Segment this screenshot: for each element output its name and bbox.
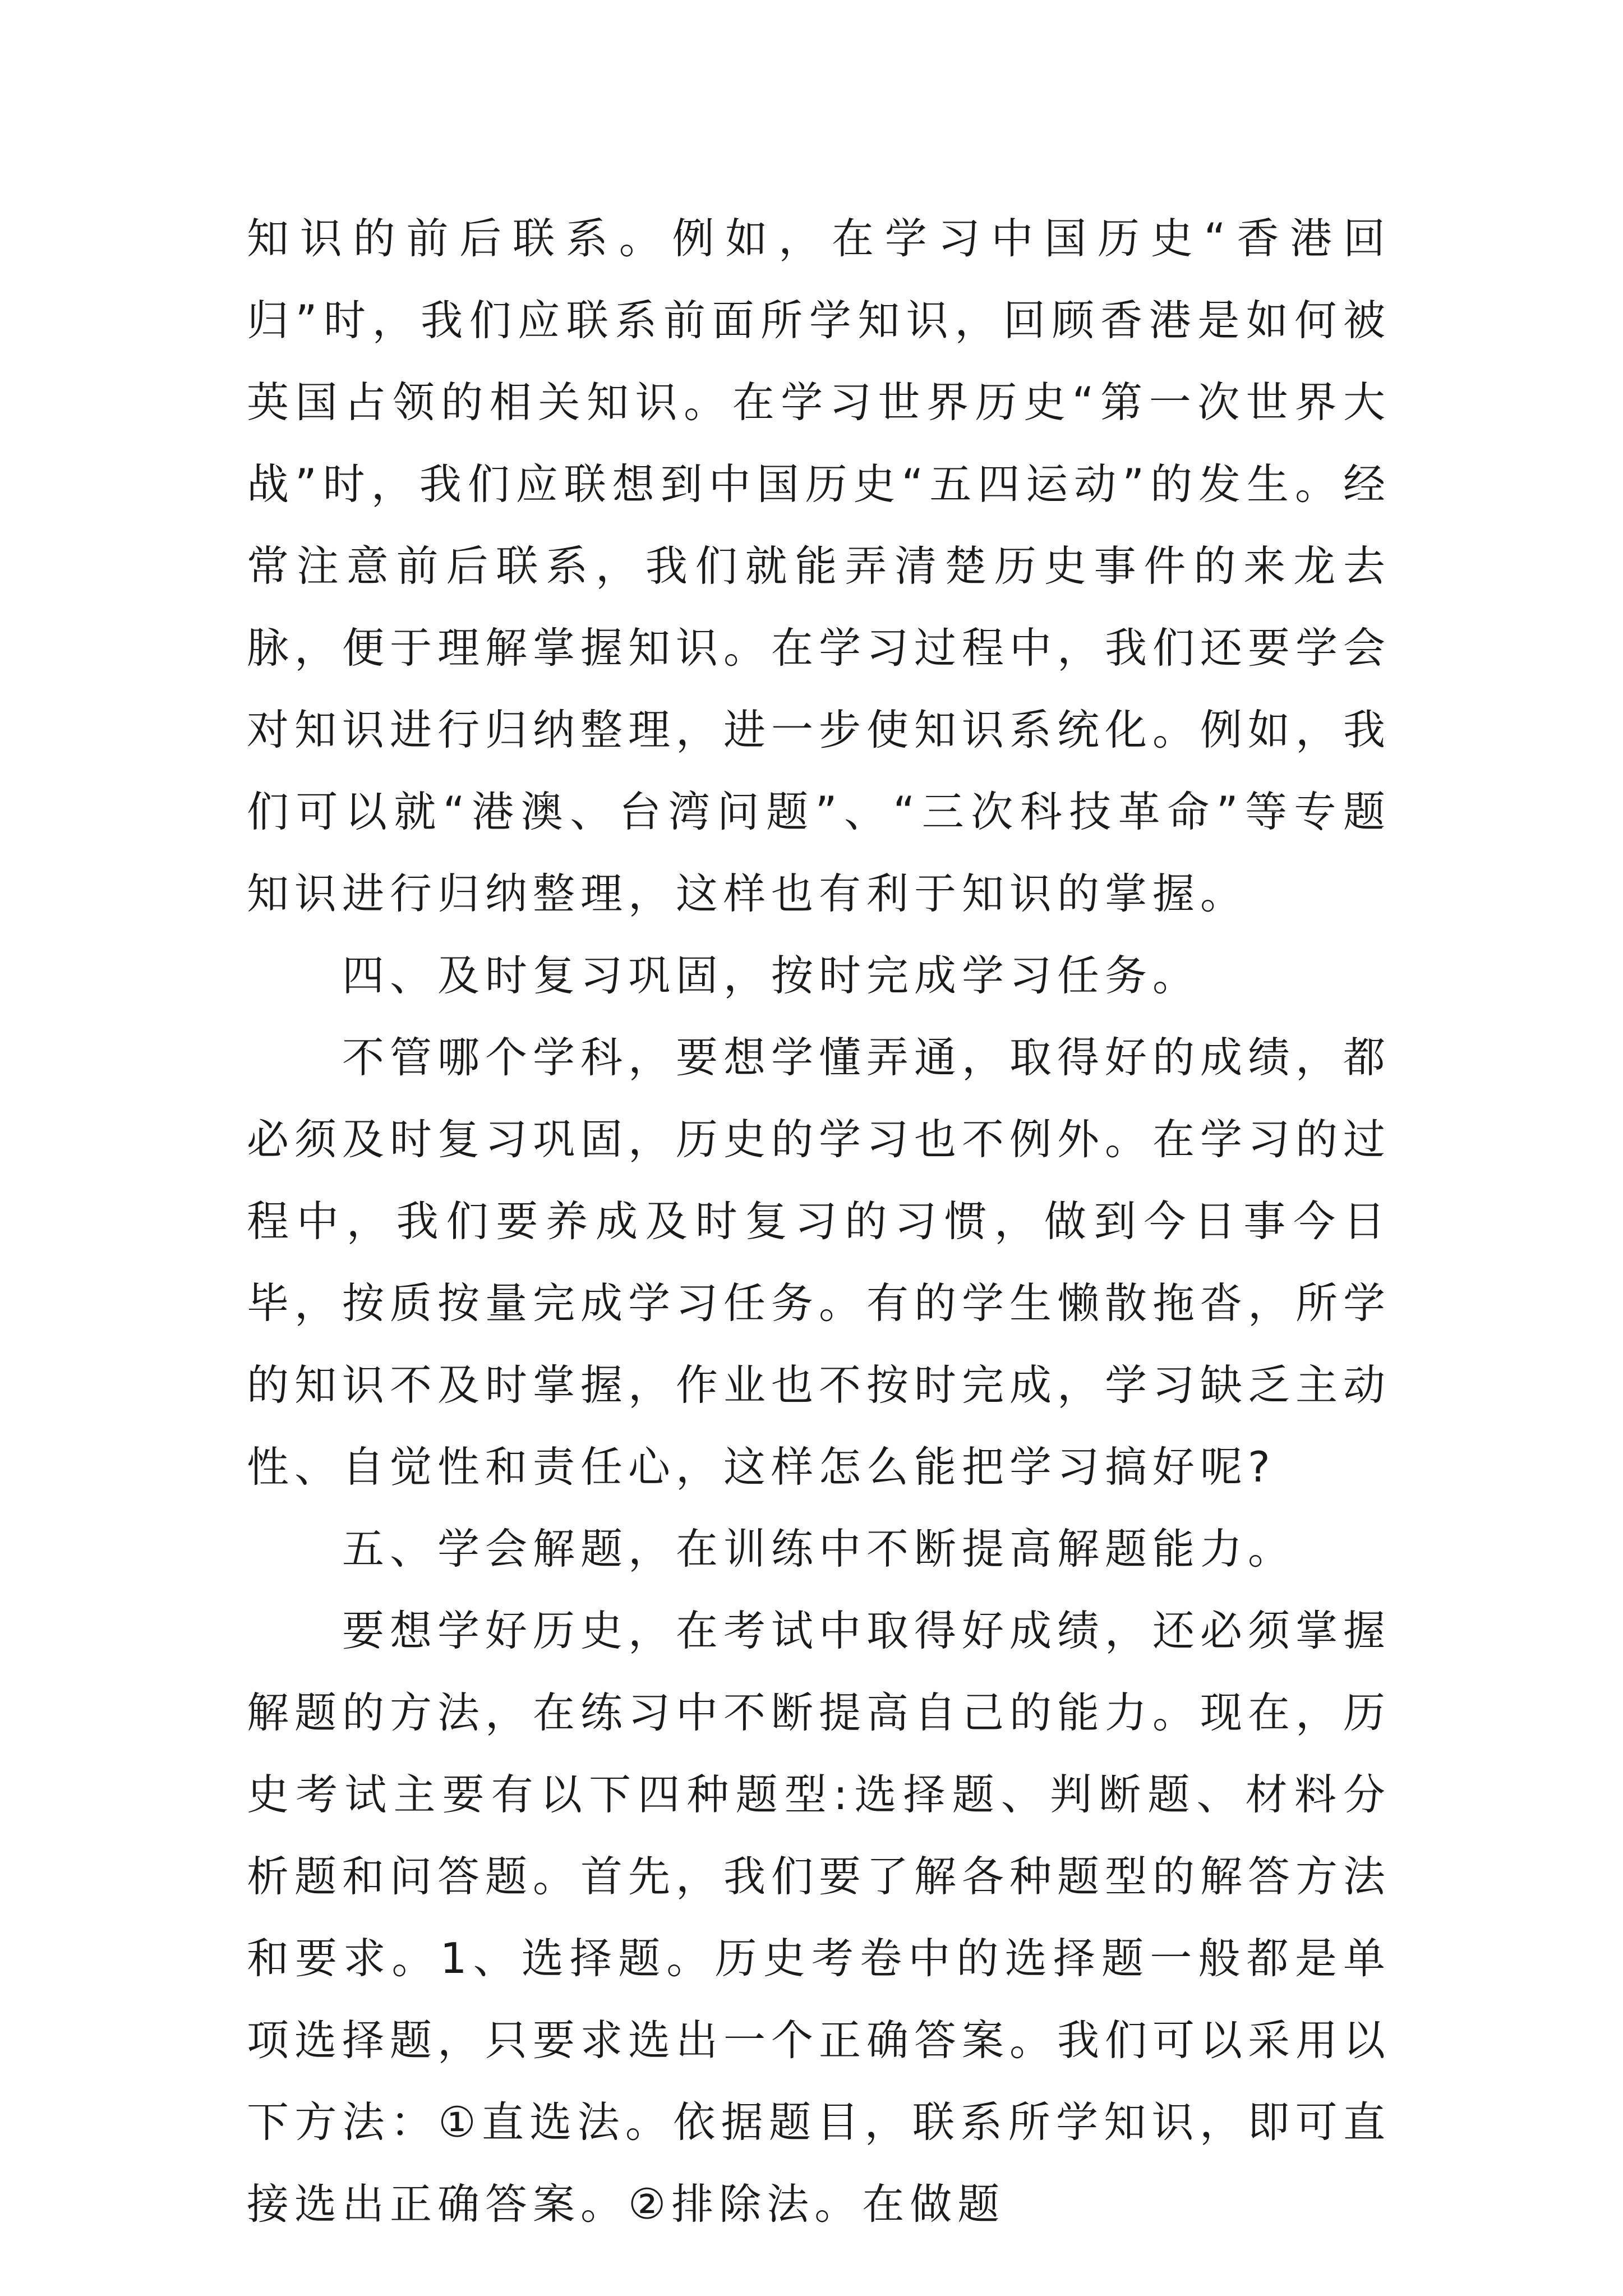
paragraph-review: 不管哪个学科，要想学懂弄通，取得好的成绩，都必须及时复习巩固，历史的学习也不例外。在学习的过程中，我们要养成及时复习的习惯，做到今日事今日毕，按质按量完成学习任务。有的学生懒散拖沓，所学的知识不及时掌握，作业也不按时完成，学习缺乏主动性、自觉性和责任心，这样怎么能把学习搞好呢? xyxy=(247,1033,1391,1492)
section-heading-problem-solving: 五、学会解题，在训练中不断提高解题能力。 xyxy=(342,1524,1296,1573)
paragraph-problem-solving: 要想学好历史，在考试中取得好成绩，还必须掌握解题的方法，在练习中不断提高自己的能力。现在，历史考试主要有以下四种题型:选择题、判断题、材料分析题和问答题。首先，我们要了解各种题型的解答方法和要求。1、选择题。历史考卷中的选择题一般都是单项选择题，只要求选出一个正确答案。我们可以采用以下方法：①直选法。依据题目，联系所学知识，即可直接选出正确答案。②排除法。在做题 xyxy=(247,1606,1391,2229)
document-body xyxy=(247,197,1391,2245)
section-heading-review: 四、及时复习巩固，按时完成学习任务。 xyxy=(342,951,1201,1000)
paragraph-knowledge-connection: 知识的前后联系。例如，在学习中国历史“香港回归”时，我们应联系前面所学知识，回顾香港是如何被英国占领的相关知识。在学习世界历史“第一次世界大战”时，我们应联想到中国历史“五四运动”的发生。经常注意前后联系，我们就能弄清楚历史事件的来龙去脉，便于理解掌握知识。在学习过程中，我们还要学会对知识进行归纳整理，进一步使知识系统化。例如，我们可以就“港澳、台湾问题”、“三次科技革命”等专题知识进行归纳整理，这样也有利于知识的掌握。 xyxy=(247,214,1391,918)
